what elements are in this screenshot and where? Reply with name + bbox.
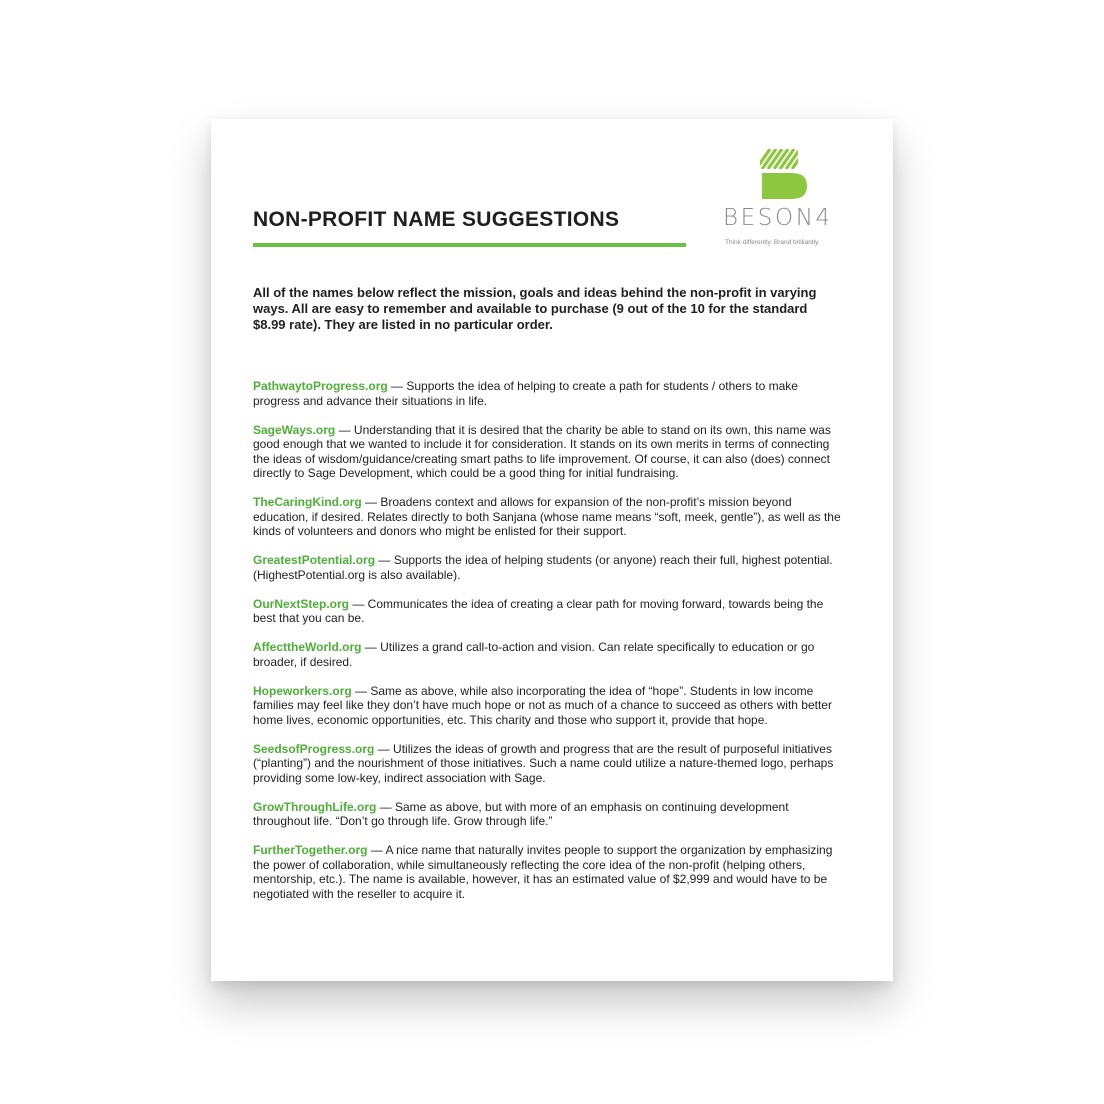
beson4-logo bbox=[723, 149, 848, 253]
suggested-domain-name: PathwaytoProgress.org bbox=[253, 379, 388, 393]
list-item bbox=[253, 597, 845, 626]
suggested-domain-name: Hopeworkers.org bbox=[253, 683, 352, 698]
list-item bbox=[253, 423, 845, 481]
suggested-domain-name: GreatestPotential.org bbox=[253, 553, 376, 567]
list-item bbox=[253, 684, 845, 728]
suggested-domain-name: FurtherTogether.org bbox=[253, 843, 368, 857]
page-title: NON-PROFIT NAME SUGGESTIONS bbox=[253, 208, 620, 231]
suggested-domain-name: SeedsofProgress.org bbox=[253, 741, 375, 756]
suggestion-description: — Supports the idea of helping students (or anyone) reach their full, highest potential. (HighestPotential.org is also available). bbox=[253, 553, 833, 582]
logo-wordmark: BESON4 bbox=[723, 205, 833, 231]
suggested-domain-name: AffecttheWorld.org bbox=[253, 640, 362, 654]
suggestion-description: — Understanding that it is desired that the charity be able to stand on its own, this name was good enough that we wanted to include it for consideration. It stands on its own merits in terms of connecting the ideas of wisdom/guidance/creating smart paths to life improvement. Of course, it can also (does) connect directly to Sage Development, which could be a good thing for initial fundraising. bbox=[253, 422, 831, 480]
suggestion-description: — Utilizes the ideas of growth and progress that are the result of purposeful initiatives (“planting”) and the nourishment of those initiatives. Such a name could utilize a nature-themed logo, perhaps providing some low-key, indirect association with Sage. bbox=[253, 741, 834, 785]
document-page bbox=[211, 119, 893, 981]
list-item bbox=[253, 742, 845, 786]
title-underline bbox=[253, 243, 686, 247]
suggestion-description: — Utilizes a grand call-to-action and vision. Can relate specifically to education or go broader, if desired. bbox=[253, 640, 815, 669]
suggestion-description: — Supports the idea of helping to create a path for students / others to make progress and advance their situations in life. bbox=[253, 379, 798, 408]
list-item bbox=[253, 843, 845, 901]
suggested-domain-name: TheCaringKind.org bbox=[253, 495, 362, 509]
suggested-domain-name: GrowThroughLife.org bbox=[253, 799, 377, 814]
suggestion-description: — Communicates the idea of creating a clear path for moving forward, towards being the best that you can be. bbox=[253, 596, 824, 625]
list-item bbox=[253, 553, 845, 582]
suggested-domain-name: OurNextStep.org bbox=[253, 596, 350, 611]
list-item bbox=[253, 495, 845, 539]
suggestion-description: — A nice name that naturally invites people to support the organization by emphasizing the power of collaboration, while simultaneously reflecting the core idea of the non-profit (helping others, mentorship, etc.). The name is available, however, it has an estimated value of $2,999 and would have to be negotiated with the reseller to acquire it. bbox=[253, 843, 833, 901]
list-item bbox=[253, 379, 845, 408]
suggestion-description: — Same as above, while also incorporating the idea of “hope”. Students in low income families may feel like they don’t have much hope or not as much of a chance to succeed as others with better home lives, economic opportunities, etc. This charity and those who support it, provide that hope. bbox=[253, 683, 832, 727]
suggestion-description: — Same as above, but with more of an emphasis on continuing development throughout life. “Don’t go through life. Grow through life.” bbox=[253, 799, 789, 828]
suggestion-description: — Broadens context and allows for expansion of the non-profit’s mission beyond education, if desired. Relates directly to both Sanjana (whose name means “soft, meek, gentle”), as well as the kinds of volunteers and donors who might be enlisted for their support. bbox=[253, 495, 841, 538]
suggested-domain-name: SageWays.org bbox=[253, 422, 336, 437]
list-item bbox=[253, 640, 845, 669]
logo-tagline: Think differently. Brand brilliantly. bbox=[725, 239, 820, 246]
intro-paragraph: All of the names below reflect the mission, goals and ideas behind the non-profit in varying ways. All are easy to remember and available to purchase (9 out of the 10 for the standard $8.99 rate). They are listed in no particular order. bbox=[253, 285, 817, 332]
b-letter-logo-icon bbox=[760, 149, 810, 201]
list-item bbox=[253, 800, 845, 829]
name-suggestions-list bbox=[253, 379, 845, 916]
